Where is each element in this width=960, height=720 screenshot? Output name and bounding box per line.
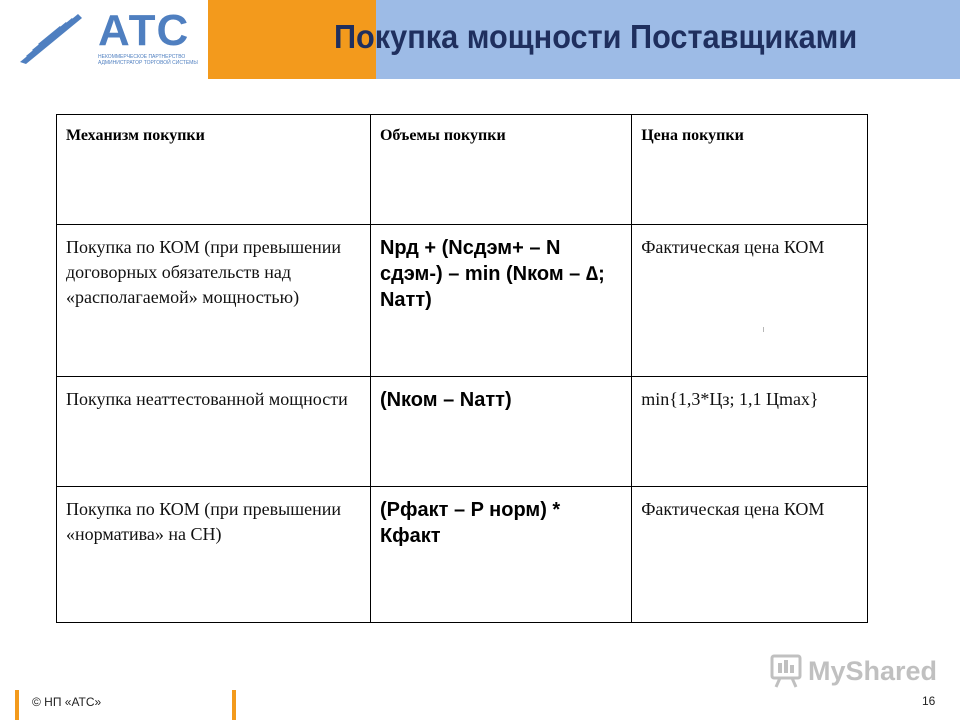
page-number: 16 — [922, 694, 936, 708]
row2-volume: (Nком – Nатт) — [370, 377, 631, 487]
column-header-volume: Объемы покупки — [370, 115, 631, 225]
row1-mechanism: Покупка по КОМ (при превышении договорных обязательств над «располагаемой» мощностью) — [57, 225, 371, 377]
purchase-table — [56, 114, 868, 623]
logo-wordmark: АТС — [98, 6, 190, 55]
row1-price: Фактическая цена КОМ — [632, 225, 868, 377]
row3-mechanism: Покупка по КОМ (при превышении «норматива» на СН) — [57, 487, 371, 623]
stray-mark — [763, 327, 764, 332]
page-title: Покупка мощности Поставщиками — [334, 18, 858, 55]
row3-volume: (Pфакт – P норм) * Кфакт — [370, 487, 631, 623]
column-header-mechanism: Механизм покупки — [57, 115, 371, 225]
ats-swoosh-icon — [16, 6, 96, 68]
footer-accent-right — [232, 690, 236, 720]
table-header-row — [57, 115, 868, 225]
presentation-board-icon — [768, 654, 804, 688]
table-row — [57, 225, 868, 377]
row2-mechanism: Покупка неаттестованной мощности — [57, 377, 371, 487]
table-row — [57, 487, 868, 623]
footer-accent-left — [15, 690, 19, 720]
row3-price: Фактическая цена КОМ — [632, 487, 868, 623]
myshared-watermark — [768, 654, 938, 694]
copyright-text: © НП «АТС» — [32, 695, 102, 709]
table-row — [57, 377, 868, 487]
ats-logo — [16, 6, 206, 74]
logo-subtext: НЕКОММЕРЧЕСКОЕ ПАРТНЕРСТВО АДМИНИСТРАТОР ТОРГОВОЙ СИСТЕМЫ — [98, 54, 198, 66]
column-header-price: Цена покупки — [632, 115, 868, 225]
row2-price: min{1,3*Цз; 1,1 Цmax} — [632, 377, 868, 487]
watermark-text: MyShared — [808, 656, 938, 686]
row1-volume: Nрд + (Nсдэм+ – N сдэм-) – min (Nком – ∆; Nатт) — [370, 225, 631, 377]
